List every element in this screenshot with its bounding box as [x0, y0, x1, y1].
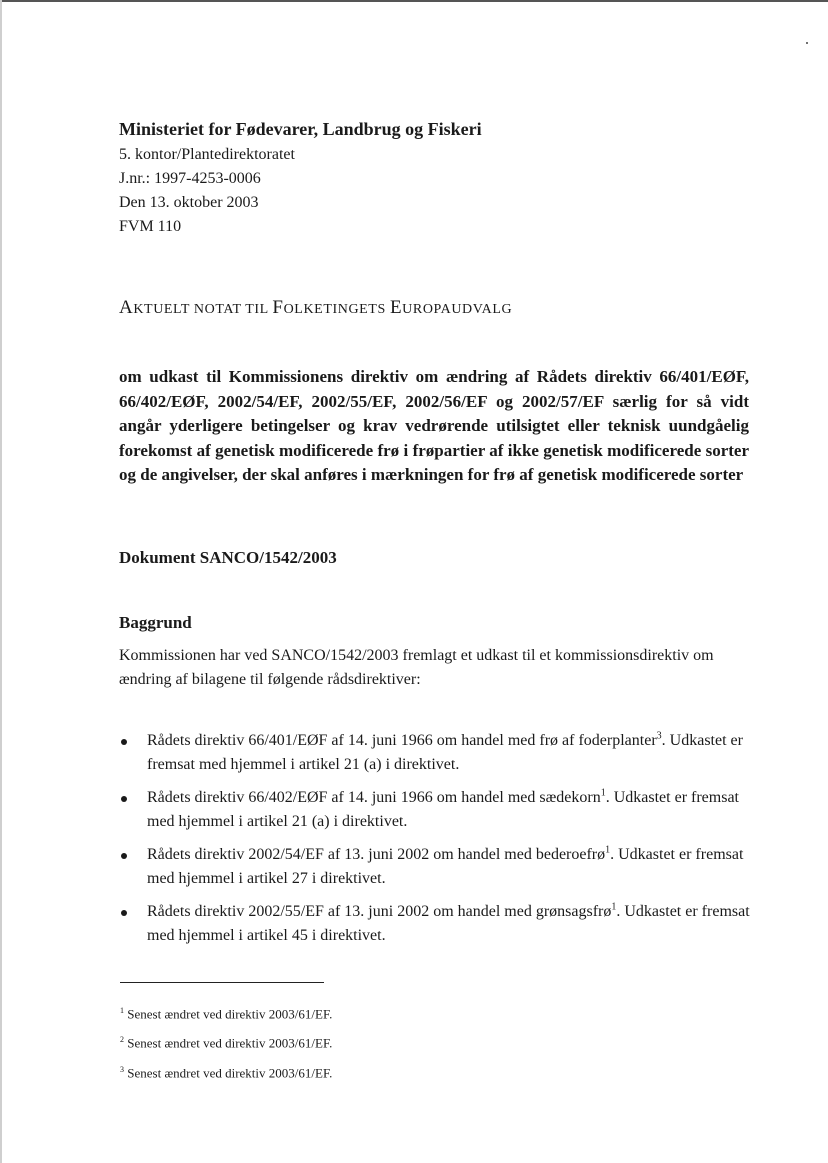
notat-title: AKTUELT NOTAT TIL FOLKETINGETS EUROPAUDVALG	[119, 297, 513, 318]
scan-edge-top	[0, 0, 828, 6]
footnote-ref: 1	[611, 901, 617, 913]
list-item: Rådets direktiv 66/401/EØF af 14. juni 1966 om handel med frø af foderplanter$^3$. Udkastet er fremsat med hjemmel i artikel 21 (a) i direktivet.	[119, 729, 759, 777]
bullet-icon	[121, 910, 127, 916]
background-intro: Kommissionen har ved SANCO/1542/2003 fremlagt et udkast til et kommissionsdirektiv om ændring af bilagene til følgende rådsdirektiver:	[119, 647, 714, 688]
footnote: $^2$ Senest ændret ved direktiv 2003/61/EF.	[120, 1035, 333, 1051]
subject-paragraph: om udkast til Kommissionens direktiv om ændring af Rådets direktiv 66/401/EØF, 66/402/EØF, 2002/54/EF, 2002/55/EF, 2002/56/EF og 2002/57/EF særlig for så vidt angår yderligere betingelser og krav vedrørende utilsigtet eller teknisk uundgåelig forekomst af genetisk modificerede frø i frøpartier af ikke genetisk modificerede sorter og de angivelser, der skal anføres i mærkningen for frø af genetisk modificerede sorter	[119, 367, 749, 484]
footnotes	[120, 1003, 332, 1091]
bullet-icon	[121, 739, 127, 745]
section-heading-baggrund: Baggrund	[119, 613, 192, 632]
list-item: Rådets direktiv 66/402/EØF af 14. juni 1966 om handel med sædekorn$^1$. Udkastet er fremsat med hjemmel i artikel 21 (a) i direktivet.	[119, 786, 759, 834]
scan-edge-left	[0, 0, 2, 1163]
reference-code: FVM 110	[119, 218, 182, 235]
footnote-ref: 3	[656, 730, 662, 742]
footnote: $^1$ Senest ændret ved direktiv 2003/61/EF.	[120, 1006, 333, 1022]
ministry-name: Ministeriet for Fødevarer, Landbrug og Fiskeri	[119, 119, 482, 139]
journal-number: J.nr.: 1997-4253-0006	[119, 170, 261, 187]
footnote-ref: 1	[600, 787, 606, 799]
list-item: Rådets direktiv 2002/55/EF af 13. juni 2002 om handel med grønsagsfrø$^1$. Udkastet er fremsat med hjemmel i artikel 45 i direktivet.	[119, 900, 759, 948]
bullet-icon	[121, 853, 127, 859]
bullet-icon	[121, 796, 127, 802]
scan-speck	[806, 42, 808, 44]
office-line: 5. kontor/Plantedirektoratet	[119, 146, 295, 163]
document-title: Dokument SANCO/1542/2003	[119, 548, 337, 567]
directive-list	[119, 729, 759, 957]
document-date: Den 13. oktober 2003	[119, 194, 259, 211]
list-item: Rådets direktiv 2002/54/EF af 13. juni 2002 om handel med bederoefrø$^1$. Udkastet er fremsat med hjemmel i artikel 27 i direktivet.	[119, 843, 759, 891]
document-header	[119, 115, 482, 239]
footnote-ref: 1	[605, 844, 611, 856]
footnote-divider	[120, 982, 324, 983]
footnote: $^3$ Senest ændret ved direktiv 2003/61/EF.	[120, 1064, 333, 1080]
